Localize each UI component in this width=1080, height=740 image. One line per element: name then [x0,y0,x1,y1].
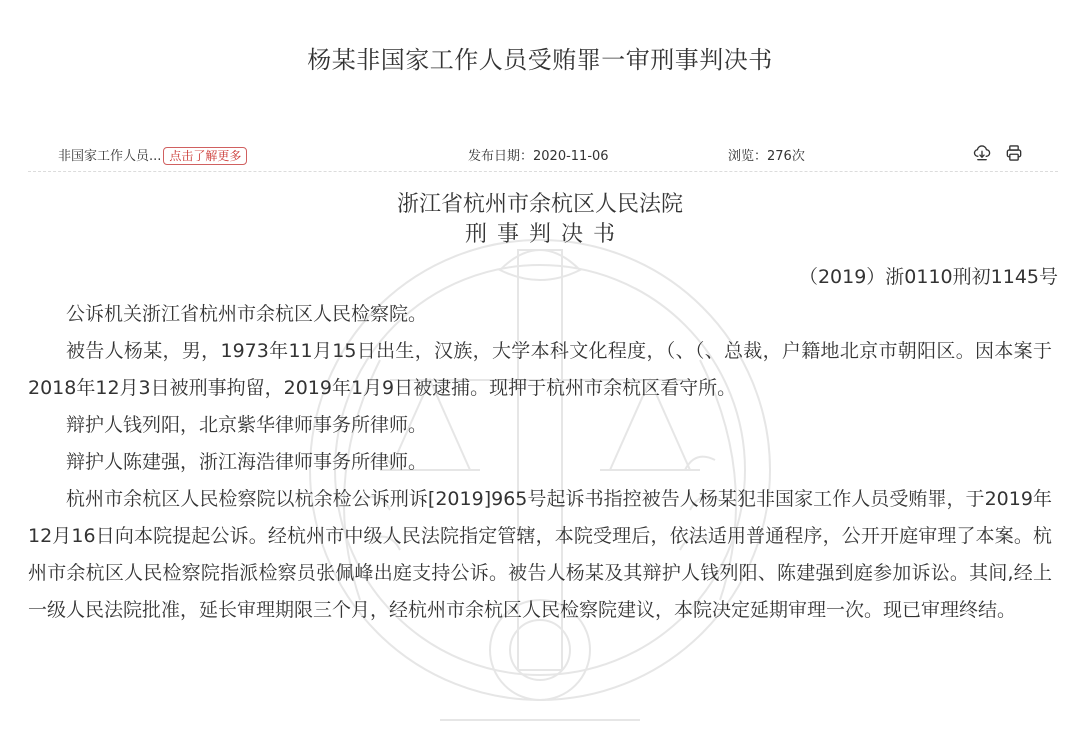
document-type: 刑事判决书 [464,222,625,247]
page-title: 杨某非国家工作人员受贿罪一审刑事判决书 [307,46,773,74]
judgment-document [0,190,1080,629]
paragraph-defendant: 被告人杨某，男，1973年11月15日出生，汉族，大学本科文化程度，（、（、总裁，户籍地北京市朝阳区。因本案于2018年12月3日被刑事拘留，2019年1月9日被逮捕。现押于杭州市余杭区看守所。 [28,340,1052,399]
print-icon[interactable] [1004,143,1024,163]
publish-date: 发布日期：2020-11-06 [468,149,609,164]
case-number: （2019）浙0110刑初1145号 [798,266,1058,288]
cloud-download-icon[interactable] [972,143,992,163]
view-count: 浏览：276次 [728,149,805,164]
paragraph-proceedings: 杭州市余杭区人民检察院以杭余检公诉刑诉[2019]965号起诉书指控被告人杨某犯非国家工作人员受贿罪，于2019年12月16日向本院提起公诉。经杭州市中级人民法院指定管辖，本院受理后，依法适用普通程序，公开开庭审理了本案。杭州市余杭区人民检察院指派检察员张佩峰出庭支持公诉。被告人杨某及其辩护人钱列阳、陈建强到庭参加诉讼。其间,经上一级人民法院批准，延长审理期限三个月，经杭州市余杭区人民检察院建议，本院决定延期审理一次。现已审理终结。 [28,488,1052,621]
paragraph-defender-2: 辩护人陈建强，浙江海浩律师事务所律师。 [66,451,428,473]
paragraph-defender-1: 辩护人钱列阳，北京紫华律师事务所律师。 [66,414,428,436]
paragraph-prosecutor: 公诉机关浙江省杭州市余杭区人民检察院。 [66,303,428,325]
action-icons [972,143,1024,163]
court-name: 浙江省杭州市余杭区人民法院 [396,192,683,217]
meta-bar [28,145,1058,172]
category-info [58,145,247,165]
category-label: 非国家工作人员... [58,149,162,164]
learn-more-button[interactable]: 点击了解更多 [163,147,247,165]
